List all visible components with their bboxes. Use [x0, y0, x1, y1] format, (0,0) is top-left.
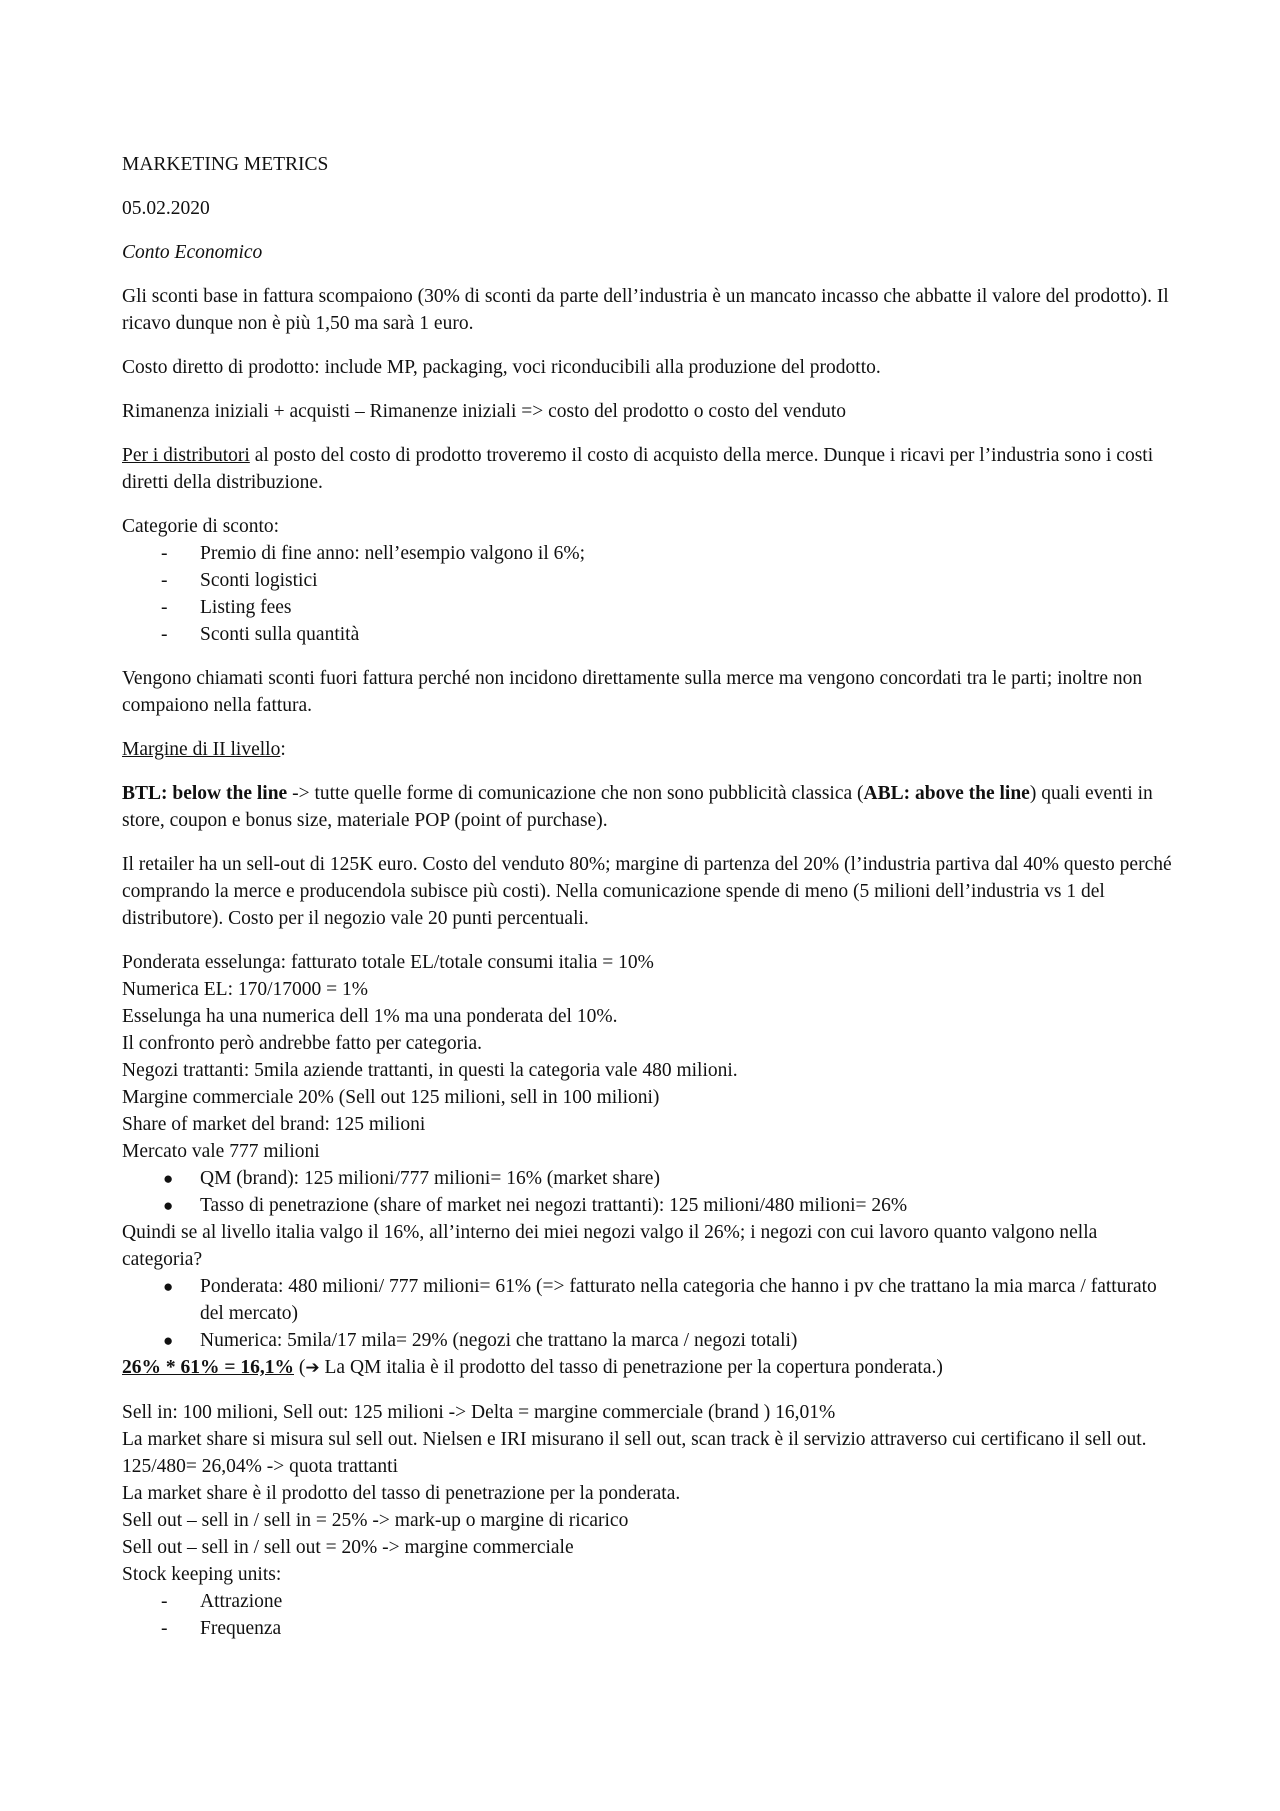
document-title: MARKETING METRICS [122, 154, 329, 175]
list-item: ● QM (brand): 125 milioni/777 milioni= 16% (market share) [163, 1168, 660, 1189]
btl-text: -> tutte quelle forme di comunicazione che non sono pubblicità classica ( [287, 783, 864, 804]
text-line: La market share è il prodotto del tasso di penetrazione per la ponderata. [122, 1483, 681, 1504]
block-ponderata-numerica [122, 949, 1182, 1382]
text-line: Share of market del brand: 125 milioni [122, 1114, 426, 1135]
text-line: La market share si misura sul sell out. Nielsen e IRI misurano il sell out, scan track è il servizio attraverso cui certificano il sell out. [122, 1429, 1147, 1450]
paragraph-sconti-base: Gli sconti base in fattura scompaiono (30% di sconti da parte dell’industria è un mancato incasso che abbatte il valore del prodotto). Il ricavo dunque non è più 1,50 ma sarà 1 euro. [122, 286, 1169, 334]
formula-bold: 26% * 61% = 16,1% [122, 1357, 294, 1378]
text-line: Esselunga ha una numerica dell 1% ma una ponderata del 10%. [122, 1006, 618, 1027]
btl-text-end: ) quali eventi in store, coupon e bonus size, materiale POP (point of purchase). [122, 783, 1153, 831]
text-line: Numerica EL: 170/17000 = 1% [122, 979, 369, 1000]
text-line: Sell out – sell in / sell out = 20% -> margine commerciale [122, 1537, 574, 1558]
underlined-distributori: Per i distributori [122, 445, 250, 466]
paragraph-costo-diretto: Costo diretto di prodotto: include MP, packaging, voci riconducibili alla produzione del prodotto. [122, 357, 881, 378]
list-item: ● Numerica: 5mila/17 mila= 29% (negozi che trattano la marca / negozi totali) [163, 1330, 798, 1351]
list-item: - Listing fees [161, 597, 292, 618]
list-item: - Premio di fine anno: nell’esempio valgono il 6%; [161, 543, 586, 564]
paragraph-rimanenza: Rimanenza iniziali + acquisti – Rimanenze iniziali => costo del prodotto o costo del venduto [122, 401, 846, 422]
text-line: Ponderata esselunga: fatturato totale EL/totale consumi italia = 10% [122, 952, 654, 973]
list-item: - Sconti logistici [161, 570, 318, 591]
arrow-right-icon: ➔ [305, 1358, 320, 1378]
text-line: 125/480= 26,04% -> quota trattanti [122, 1456, 398, 1477]
list-item: ● Tasso di penetrazione (share of market nei negozi trattanti): 125 milioni/480 milioni= 26% [163, 1195, 908, 1216]
formula-line: 26% * 61% = 16,1% (➔ La QM italia è il prodotto del tasso di penetrazione per la copertura ponderata.) [122, 1357, 943, 1378]
bullet-list-ponderata [122, 1273, 1182, 1354]
text-line: Sell out – sell in / sell in = 25% -> mark-up o margine di ricarico [122, 1510, 629, 1531]
distributori-text: al posto del costo di prodotto troveremo il costo di acquisto della merce. Dunque i ricavi per l’industria sono i costi diretti della distribuzione. [122, 445, 1154, 493]
section-heading-conto-economico: Conto Economico [122, 242, 263, 263]
paragraph-quindi: Quindi se al livello italia valgo il 16%, all’interno dei miei negozi valgo il 26%; i negozi con cui lavoro quanto valgono nella categoria? [122, 1222, 1098, 1270]
list-item: - Frequenza [161, 1618, 282, 1639]
list-categorie-sconto [122, 540, 1182, 648]
paragraph-fuori-fattura: Vengono chiamati sconti fuori fattura perché non incidono direttamente sulla merce ma vengono concordati tra le parti; inoltre non compaiono nella fattura. [122, 668, 1143, 716]
abl-term: ABL: above the line [863, 783, 1030, 804]
paragraph-categorie-sconto: Categorie di sconto: [122, 516, 280, 537]
margine-heading-text: Margine di II livello [122, 739, 281, 760]
list-item: - Attrazione [161, 1591, 283, 1612]
formula-text: La QM italia è il prodotto del tasso di penetrazione per la copertura ponderata.) [319, 1357, 943, 1378]
document-body [122, 151, 1182, 1642]
document-date: 05.02.2020 [122, 198, 210, 219]
bullet-list-qm [122, 1165, 1182, 1219]
list-item: - Sconti sulla quantità [161, 624, 360, 645]
list-sku [122, 1588, 1182, 1642]
text-line: Sell in: 100 milioni, Sell out: 125 milioni -> Delta = margine commerciale (brand ) 16,01% [122, 1402, 836, 1423]
paragraph-retailer: Il retailer ha un sell-out di 125K euro. Costo del venduto 80%; margine di partenza del 20% (l’industria partiva dal 40% questo perché comprando la merce e producendola subisce più costi). Nella comunicazione spende di meno (5 milioni dell’industria vs 1 del distributore). Costo per il negozio vale 20 punti percentuali. [122, 854, 1172, 929]
block-sell-in-out [122, 1399, 1182, 1642]
btl-term: BTL: below the line [122, 783, 288, 804]
text-line: Negozi trattanti: 5mila aziende trattanti, in questi la categoria vale 480 milioni. [122, 1060, 738, 1081]
text-line: Margine commerciale 20% (Sell out 125 milioni, sell in 100 milioni) [122, 1087, 660, 1108]
section-heading-margine: Margine di II livello: [122, 739, 286, 760]
text-line: Mercato vale 777 milioni [122, 1141, 320, 1162]
paragraph-distributori [122, 442, 1182, 496]
text-line: Il confronto però andrebbe fatto per categoria. [122, 1033, 483, 1054]
list-item: ● Ponderata: 480 milioni/ 777 milioni= 61% (=> fatturato nella categoria che hanno i pv che trattano la mia marca / fatturato del mercato) [163, 1276, 1157, 1324]
text-line: Stock keeping units: [122, 1564, 282, 1585]
paragraph-btl [122, 780, 1182, 834]
